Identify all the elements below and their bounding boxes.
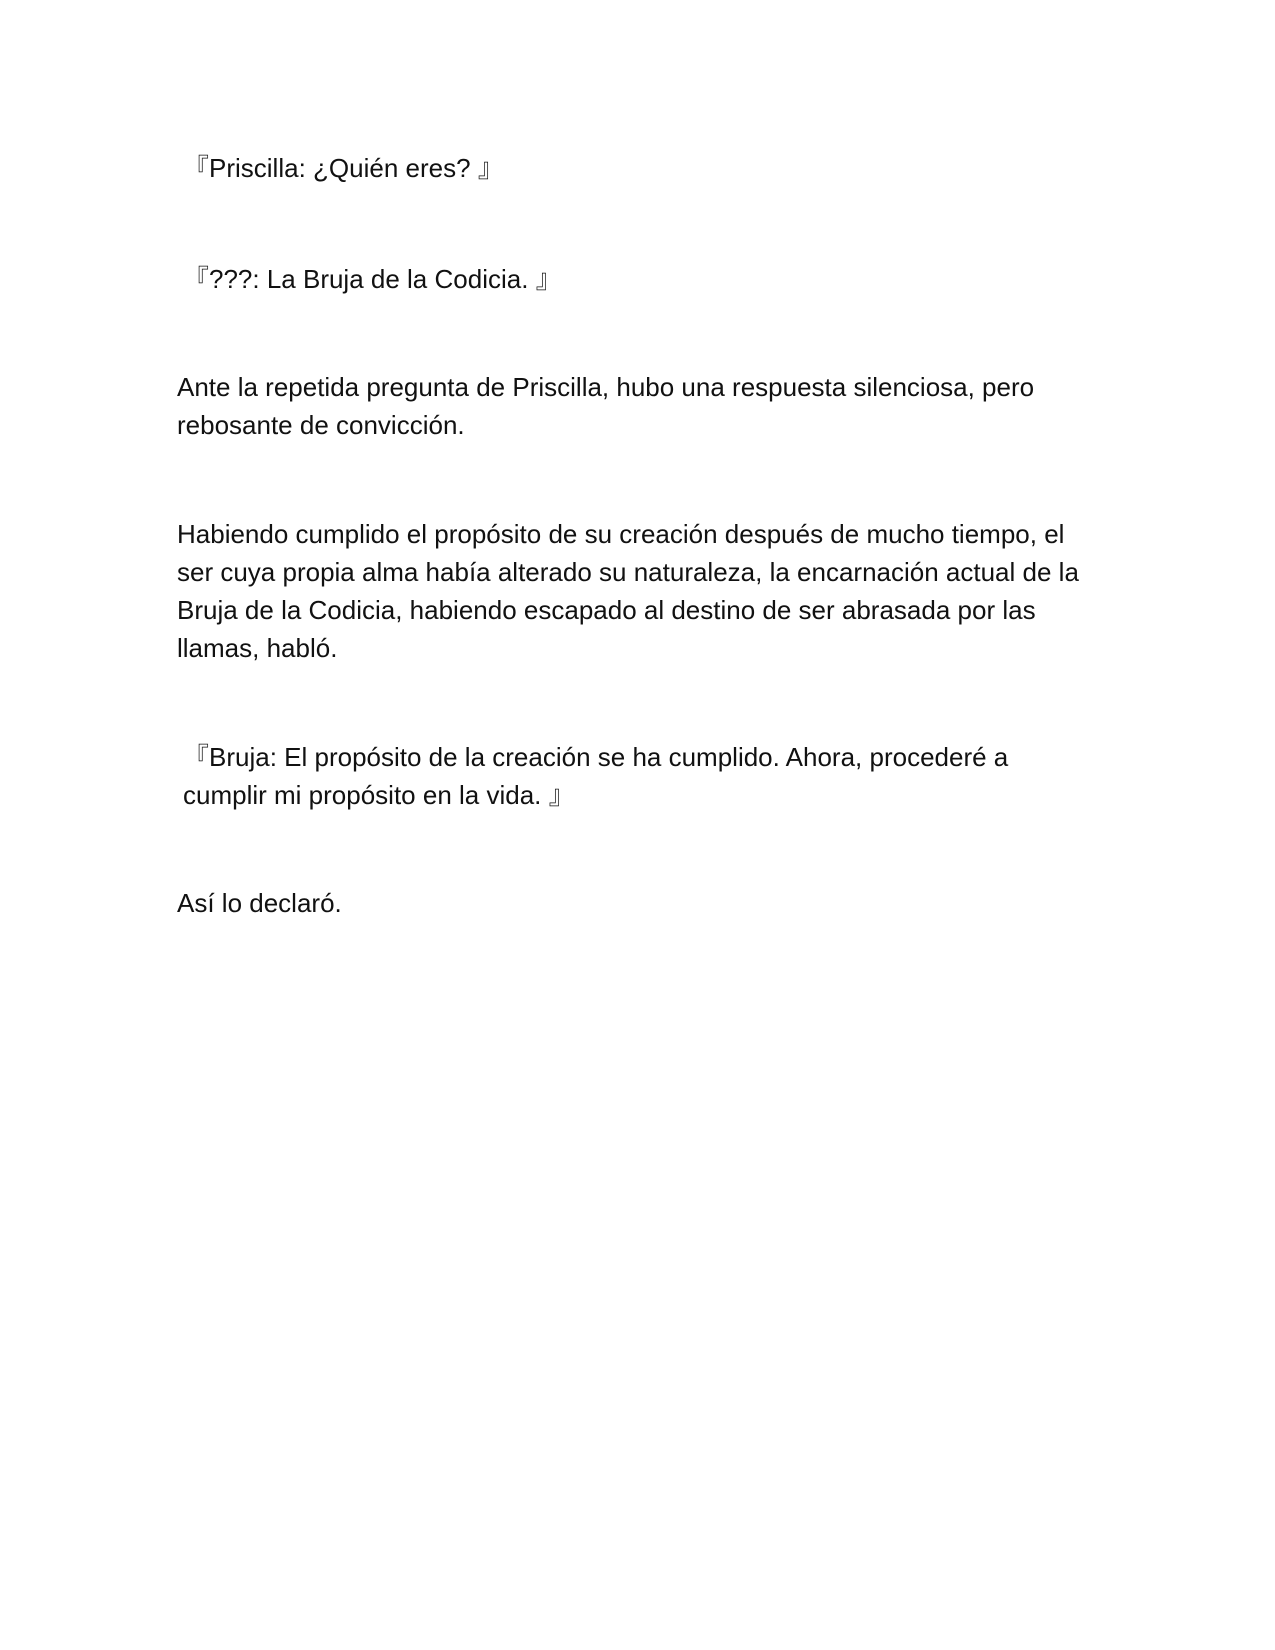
dialogue-priscilla: 『Priscilla: ¿Quién eres? 』 bbox=[183, 153, 504, 183]
narration-paragraph-2: Habiendo cumplido el propósito de su creación después de mucho tiempo, el ser cuya propia alma había alterado su naturaleza, la encarnación actual de la Bruja de la Codicia, habiendo escapado al destino de ser abrasada por las llamas, habló. bbox=[177, 519, 1079, 663]
narration-paragraph-1: Ante la repetida pregunta de Priscilla, hubo una respuesta silenciosa, pero rebosante de convicción. bbox=[177, 372, 1035, 440]
narration-paragraph-3: Así lo declaró. bbox=[177, 888, 342, 918]
dialogue-bruja: 『Bruja: El propósito de la creación se ha cumplido. Ahora, procederé a cumplir mi propósito en la vida. 』 bbox=[183, 742, 1009, 810]
dialogue-unknown: 『???: La Bruja de la Codicia. 』 bbox=[183, 264, 562, 294]
